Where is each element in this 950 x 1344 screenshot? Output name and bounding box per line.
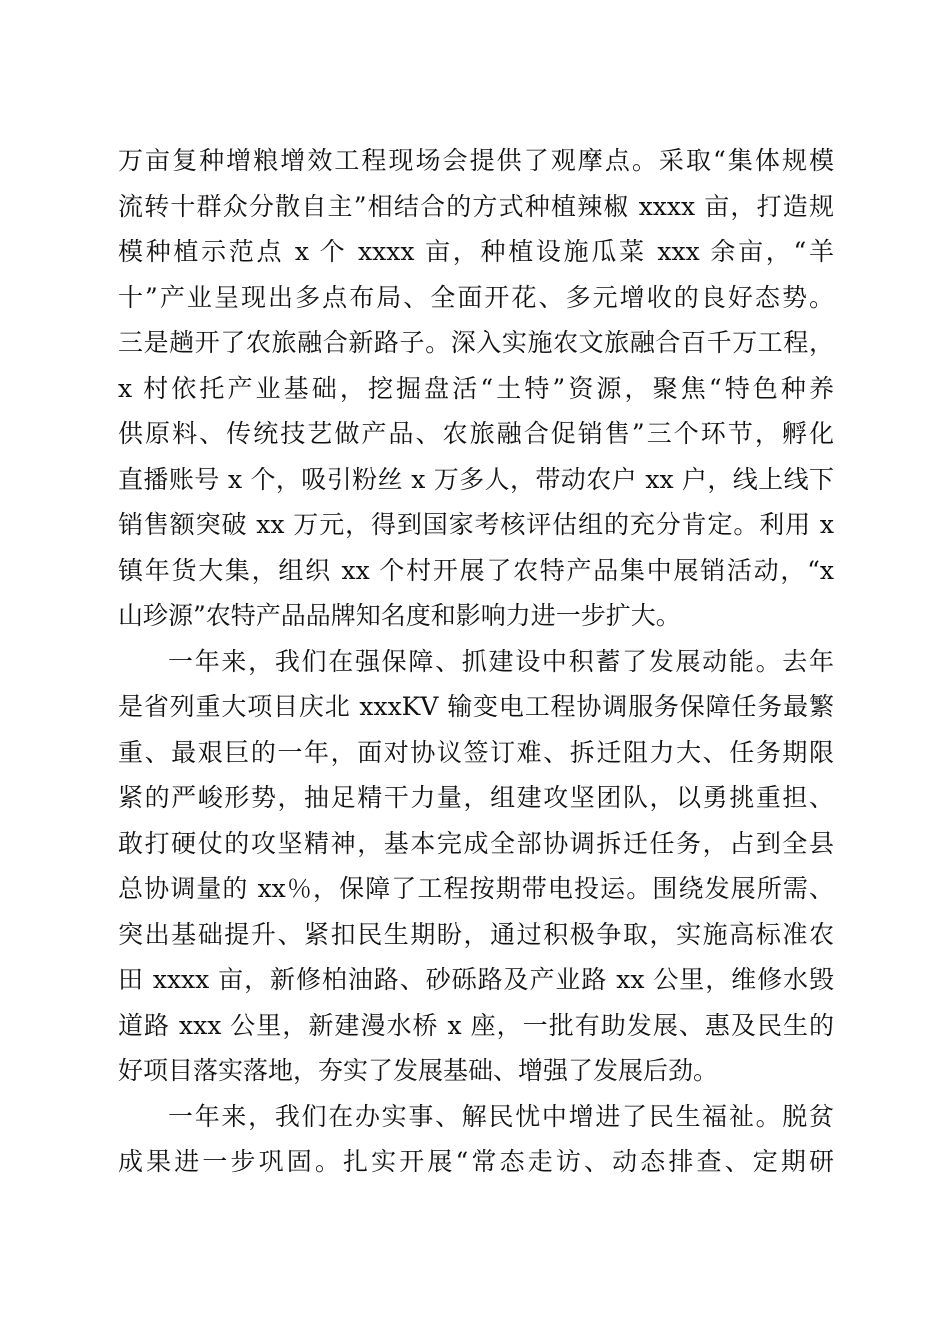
text-line: 成果进一步巩固。扎实开展“常态走访、动态排查、定期研 — [118, 1147, 834, 1176]
text-line: 镇年货大集，组织 xx 个村开展了农特产品集中展销活动，“x — [118, 555, 834, 585]
text-line: 好项目落实落地，夯实了发展基础、增强了发展后劲。 — [118, 1056, 719, 1085]
text-line: 供原料、传统技艺做产品、农旅融合促销售”三个环节，孵化 — [118, 419, 834, 448]
text-line: 直播账号 x 个，吸引粉丝 x 万多人，带动农户 xx 户，线上线下 — [118, 464, 834, 494]
text-line: 田 xxxx 亩，新修柏油路、砂砾路及产业路 xx 公里，维修水毁 — [118, 965, 834, 994]
text-line: 三是趟开了农旅融合新路子。深入实施农文旅融合百千万工程， — [118, 328, 834, 357]
paragraph-start-line: 一年来，我们在强保障、抓建设中积蓄了发展动能。去年 — [168, 646, 834, 676]
text-line: 敢打硬仗的攻坚精神，基本完成全部协调拆迁任务，占到全县 — [118, 828, 834, 858]
text-line: 突出基础提升、紧扣民生期盼，通过积极争取，实施高标准农 — [118, 919, 834, 949]
text-line: 万亩复种增粮增效工程现场会提供了观摩点。采取“集体规模 — [118, 146, 834, 175]
text-line: 紧的严峻形势，抽足精干力量，组建攻坚团队，以勇挑重担、 — [118, 783, 834, 812]
text-line: 流转十群众分散自主”相结合的方式种植辣椒 xxxx 亩，打造规 — [118, 191, 834, 221]
text-line: 道路 xxx 公里，新建漫水桥 x 座，一批有助发展、惠及民生的 — [118, 1010, 834, 1040]
text-line: 是省列重大项目庆北 xxxKV 输变电工程协调服务保障任务最繁 — [118, 692, 834, 721]
text-line: 模种植示范点 x 个 xxxx 亩，种植设施瓜菜 xxx 余亩，“羊 — [118, 237, 834, 266]
text-line: 山珍源”农特产品品牌知名度和影响力进一步扩大。 — [118, 601, 681, 630]
text-line: 销售额突破 xx 万元，得到国家考核评估组的充分肯定。利用 x — [118, 510, 834, 539]
text-line: x 村依托产业基础，挖掘盘活“土特”资源，聚焦“特色种养 — [118, 373, 834, 403]
text-line: 总协调量的 xx％，保障了工程按期带电投运。围绕发展所需、 — [118, 874, 834, 903]
body-text — [118, 138, 834, 1185]
text-line: 重、最艰巨的一年，面对协议签订难、拆迁阻力大、任务期限 — [118, 737, 834, 767]
text-line: 十”产业呈现出多点布局、全面开花、多元增收的良好态势。 — [118, 282, 834, 312]
paragraph-start-line: 一年来，我们在办实事、解民忧中增进了民生福祉。脱贫 — [168, 1101, 834, 1131]
